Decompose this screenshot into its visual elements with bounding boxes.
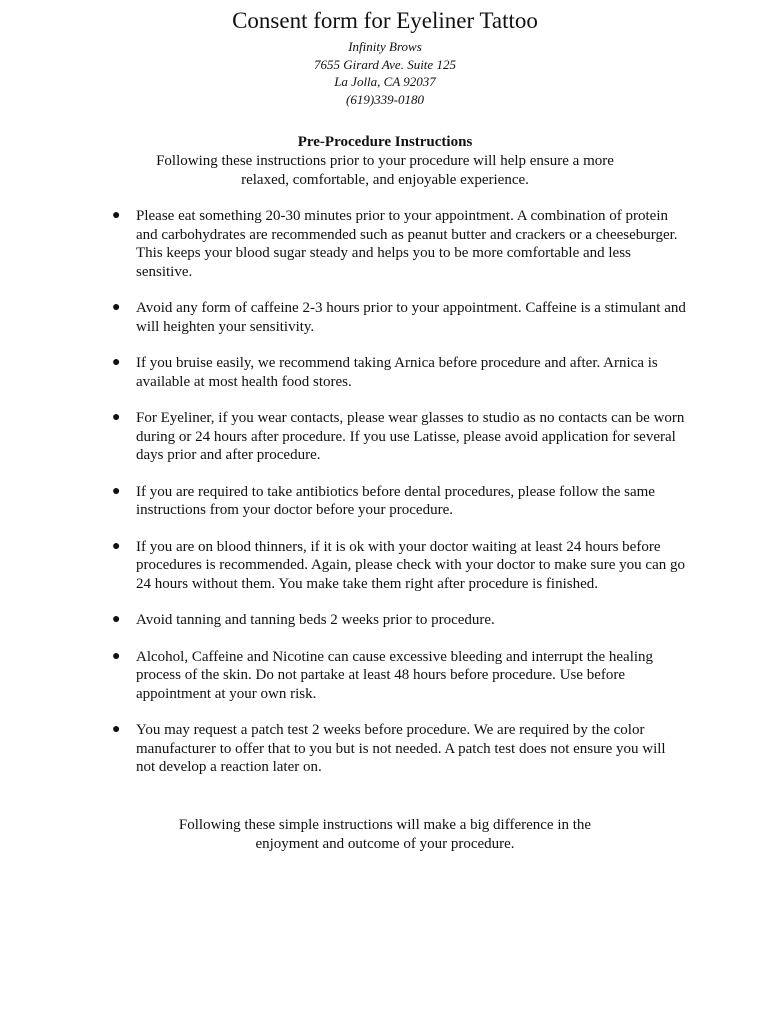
business-street: 7655 Girard Ave. Suite 125 [314,56,456,72]
instructions-list [0,207,770,795]
bullet-icon: ● [112,300,121,315]
instruction-text: You may request a patch test 2 weeks before procedure. We are required by the color manufacturer to offer that to you but is not needed. A patch test does not ensure you will not develop a reaction later on. [136,722,666,775]
bullet-icon: ● [112,410,121,425]
business-city: La Jolla, CA 92037 [334,74,436,89]
bullet-icon: ● [112,355,121,370]
instruction-item [0,721,686,777]
bullet-icon: ● [112,538,121,554]
bullet-icon: ● [112,208,121,223]
instruction-item [0,483,686,520]
instruction-text: Avoid any form of caffeine 2-3 hours prior to your appointment. Caffeine is a stimulant and will heighten your sensitivity. [136,300,686,335]
instruction-item [0,611,686,630]
instruction-text: Alcohol, Caffeine and Nicotine can cause excessive bleeding and interrupt the healing process of the skin. Do not partake at least 48 hours before procedure. Use before appointment at your own risk. [136,648,654,702]
bullet-icon: ● [112,612,121,627]
instruction-text: For Eyeliner, if you wear contacts, please wear glasses to studio as no contacts can be worn during or 24 hours after procedure. If you use Latisse, please avoid application for several days prior and after procedure. [136,410,685,463]
instruction-item [0,648,686,704]
instruction-text: If you are required to take antibiotics before dental procedures, please follow the same instructions from your doctor before your procedure. [136,483,655,518]
instruction-text: If you bruise easily, we recommend taking Arnica before procedure and after. Arnica is available at most health food stores. [136,355,658,390]
bullet-icon: ● [112,722,121,737]
instruction-item [0,354,686,391]
business-address-block [0,38,770,108]
closing-paragraph: Following these simple instructions will make a big difference in the enjoyment and outcome of your procedure. [178,817,592,852]
instruction-text: Please eat something 20-30 minutes prior to your appointment. A combination of protein and carbohydrates are recommended such as peanut butter and crackers or a cheeseburger. This keeps your blood sugar steady and helps you to be more comfortable and less sensitive. [136,208,678,280]
business-name: Infinity Brows [348,39,422,54]
bullet-icon: ● [112,483,121,499]
instruction-item [0,538,686,594]
intro-paragraph: Following these instructions prior to your procedure will help ensure a more relaxed, comfortable, and enjoyable experience. [156,153,614,188]
instruction-item [0,409,686,465]
bullet-icon: ● [112,648,121,664]
document-title: Consent form for Eyeliner Tattoo [232,8,538,33]
instruction-text: If you are on blood thinners, if it is ok with your doctor waiting at least 24 hours before procedures is recommended. Again, please check with your doctor to make sure you can go 24 hours without them. You make take them right after procedure is finished. [136,538,685,592]
instruction-item [0,299,686,336]
section-heading: Pre-Procedure Instructions [297,134,473,150]
instruction-item [0,207,686,281]
business-phone: (619)339-0180 [346,91,424,107]
instruction-text: Avoid tanning and tanning beds 2 weeks prior to procedure. [136,612,495,628]
